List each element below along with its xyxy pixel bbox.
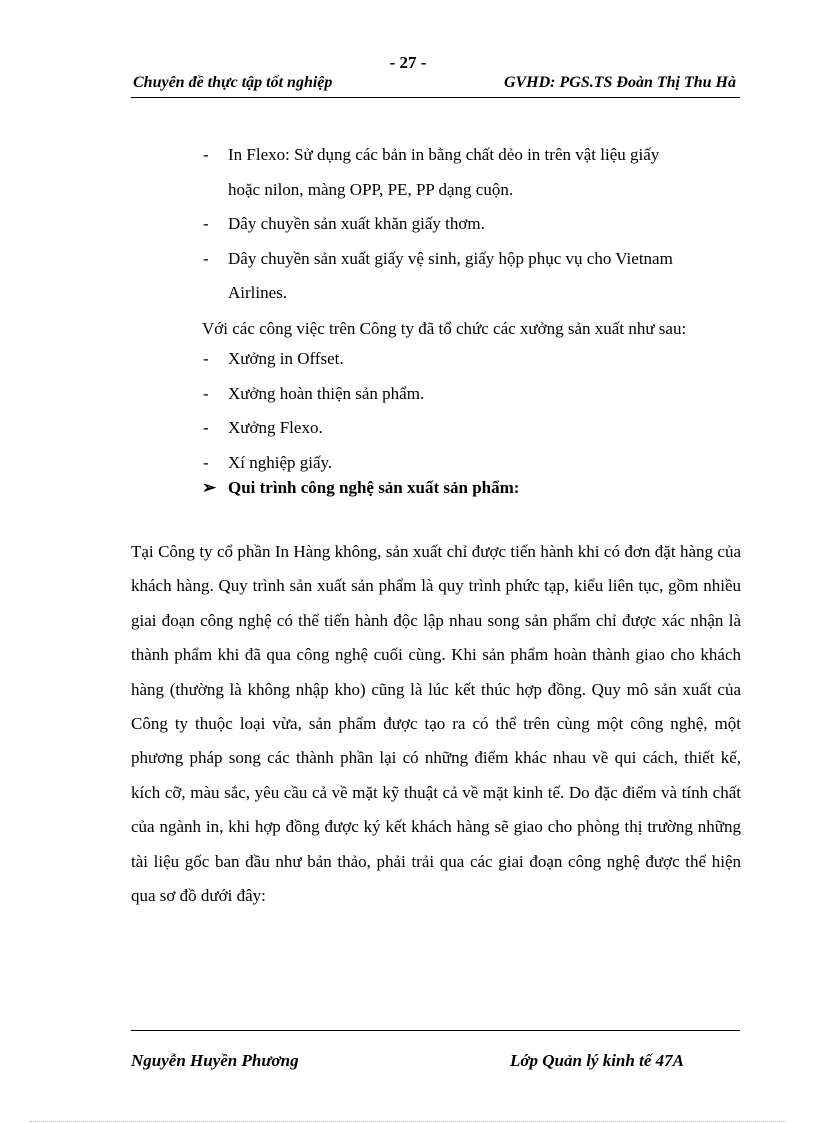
footer-author: Nguyễn Huyền Phương <box>131 1051 299 1070</box>
dash-bullet: - <box>203 349 209 368</box>
dash-bullet: - <box>203 383 209 403</box>
list-item-text: Xưởng in Offset. <box>228 349 344 368</box>
workshops-intro: Với các công việc trên Công ty đã tổ chức các xưởng sản xuất như sau: <box>202 319 687 338</box>
list-item-text: Xưởng hoàn thiện sản phẩm. <box>228 383 425 403</box>
list-item-text: Xưởng Flexo. <box>228 418 323 437</box>
list-item-text: In Flexo: Sử dụng các bản in bằng chất dẻo in trên vật liệu giấy <box>228 145 660 164</box>
page-edge-divider <box>30 1121 786 1122</box>
list-item-text: Dây chuyền sản xuất giấy vệ sinh, giấy hộp phục vụ cho Vietnam <box>228 248 673 268</box>
arrow-bullet-icon: ➢ <box>202 478 217 497</box>
header-left-title: Chuyên đề thực tập tốt nghiệp <box>133 74 333 91</box>
list-item <box>200 138 760 207</box>
equipment-list <box>200 138 760 311</box>
body-paragraph: Tại Công ty cổ phần In Hàng không, sản xuất chỉ được tiến hành khi có đơn đặt hàng của khách hàng. Quy trình sản xuất sản phẩm là quy trình phức tạp, kiểu liên tục, gồm nhiều giai đoạn công nghệ có thể tiến hành độc lập nhau song sản phẩm chỉ được xác nhận là thành phẩm khi đã qua công nghệ cuối cùng. Khi sản phẩm hoàn thành giao cho khách hàng (thường là không nhập kho) cũng là lúc kết thúc hợp đồng. Quy mô sản xuất của Công ty thuộc loại vừa, sản phẩm được tạo ra có thể trên cùng một công nghệ, một phương pháp song các thành phần lại có những điểm khác nhau về qui cách, thiết kế, kích cỡ, màu sắc, yêu cầu cả về mặt kỹ thuật cả về mặt kinh tế. Do đặc điểm và tính chất của ngành in, khi hợp đồng được ký kết khách hàng sẽ giao cho phòng thị trường những tài liệu gốc ban đầu như bản thảo, phải trải qua các giai đoạn công nghệ được thể hiện qua sơ đồ dưới đây: <box>131 542 741 906</box>
list-item-text: Xí nghiệp giấy. <box>228 452 333 472</box>
section-heading-text: Qui trình công nghệ sản xuất sản phẩm: <box>228 478 520 497</box>
page-number: - 27 - <box>389 53 427 72</box>
footer-class: Lớp Quản lý kinh tế 47A <box>510 1051 684 1070</box>
list-item <box>200 446 740 481</box>
header-divider <box>131 97 740 98</box>
list-item <box>200 207 760 242</box>
list-item <box>200 377 740 412</box>
dash-bullet: - <box>203 214 209 233</box>
dash-bullet: - <box>203 248 209 268</box>
dash-bullet: - <box>203 418 209 437</box>
header-right-supervisor: GVHD: PGS.TS Đoàn Thị Thu Hà <box>503 74 736 91</box>
list-item-text: Dây chuyền sản xuất khăn giấy thơm. <box>228 214 485 233</box>
section-heading <box>202 478 519 498</box>
list-item-text-cont: hoặc nilon, màng OPP, PE, PP dạng cuộn. <box>228 179 514 199</box>
list-item <box>200 342 740 377</box>
list-item-text-cont: Airlines. <box>228 283 288 302</box>
dash-bullet: - <box>203 452 209 472</box>
footer-divider <box>131 1030 740 1031</box>
dash-bullet: - <box>203 145 209 164</box>
workshop-list <box>200 342 740 480</box>
list-item <box>200 242 760 311</box>
list-item <box>200 411 740 446</box>
